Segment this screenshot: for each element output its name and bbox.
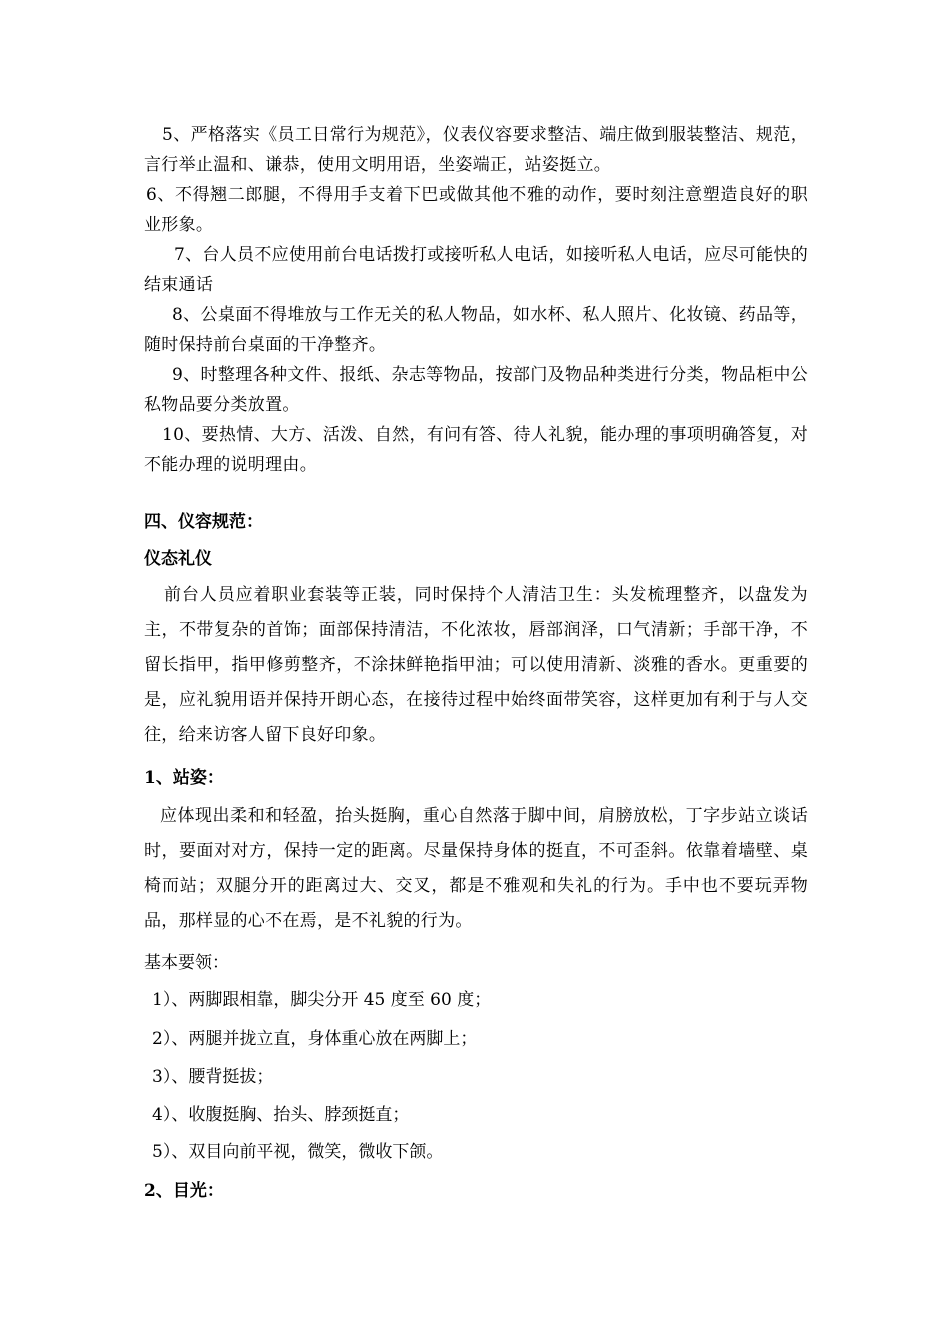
intro-paragraph: 前台人员应着职业套装等正装，同时保持个人清洁卫生：头发梳理整齐，以盘发为主，不带复杂的首饰；面部保持清洁，不化浓妆，唇部润泽，口气清新；手部干净，不留长指甲，指甲修剪整齐，不涂抹鲜艳指甲油；可以使用清新、淡雅的香水。更重要的是，应礼貌用语并保持开朗心态，在接待过程中始终面带笑容，这样更加有利于与人交往，给来访客人留下良好印象。 — [144, 585, 808, 745]
basics-item-3: 3）、腰背挺拔； — [152, 1067, 274, 1087]
basics-label: 基本要领： — [144, 953, 229, 973]
basics-item-5: 5）、双目向前平视，微笑，微收下颌。 — [152, 1142, 444, 1162]
rule-8: 8、公桌面不得堆放与工作无关的私人物品，如水杯、私人照片、化妆镜、药品等，随时保持前台桌面的干净整齐。 — [144, 305, 808, 355]
basics-item-1: 1）、两脚跟相靠，脚尖分开 45 度至 60 度； — [152, 990, 492, 1010]
gaze-heading: 2、目光： — [144, 1181, 224, 1201]
stance-paragraph: 应体现出柔和和轻盈，抬头挺胸，重心自然落于脚中间，肩膀放松，丁字步站立谈话时，要面对对方，保持一定的距离。尽量保持身体的挺直，不可歪斜。依靠着墙壁、桌椅而站；双腿分开的距离过大、交叉，都是不雅观和失礼的行为。手中也不要玩弄物品，那样显的心不在焉，是不礼貌的行为。 — [144, 806, 808, 931]
section-heading: 四、仪容规范： — [144, 512, 263, 532]
stance-heading: 1、站姿： — [144, 768, 224, 788]
basics-item-2: 2）、两腿并拢立直，身体重心放在两脚上； — [152, 1029, 478, 1049]
rule-5: 5、严格落实《员工日常行为规范》，仪表仪容要求整洁、端庄做到服装整洁、规范，言行举止温和、谦恭，使用文明用语，坐姿端正，站姿挺立。 — [144, 125, 808, 175]
section-subheading: 仪态礼仪 — [144, 549, 212, 569]
rule-7: 7、台人员不应使用前台电话拨打或接听私人电话，如接听私人电话，应尽可能快的结束通话 — [144, 245, 808, 295]
rule-10: 10、要热情、大方、活泼、自然，有问有答、待人礼貌，能办理的事项明确答复，对不能办理的说明理由。 — [144, 425, 808, 475]
basics-item-4: 4）、收腹挺胸、抬头、脖颈挺直； — [152, 1105, 410, 1125]
rule-9: 9、时整理各种文件、报纸、杂志等物品，按部门及物品种类进行分类，物品柜中公私物品要分类放置。 — [144, 365, 808, 415]
rule-6: 6、不得翘二郎腿，不得用手支着下巴或做其他不雅的动作，要时刻注意塑造良好的职业形象。 — [144, 185, 808, 235]
